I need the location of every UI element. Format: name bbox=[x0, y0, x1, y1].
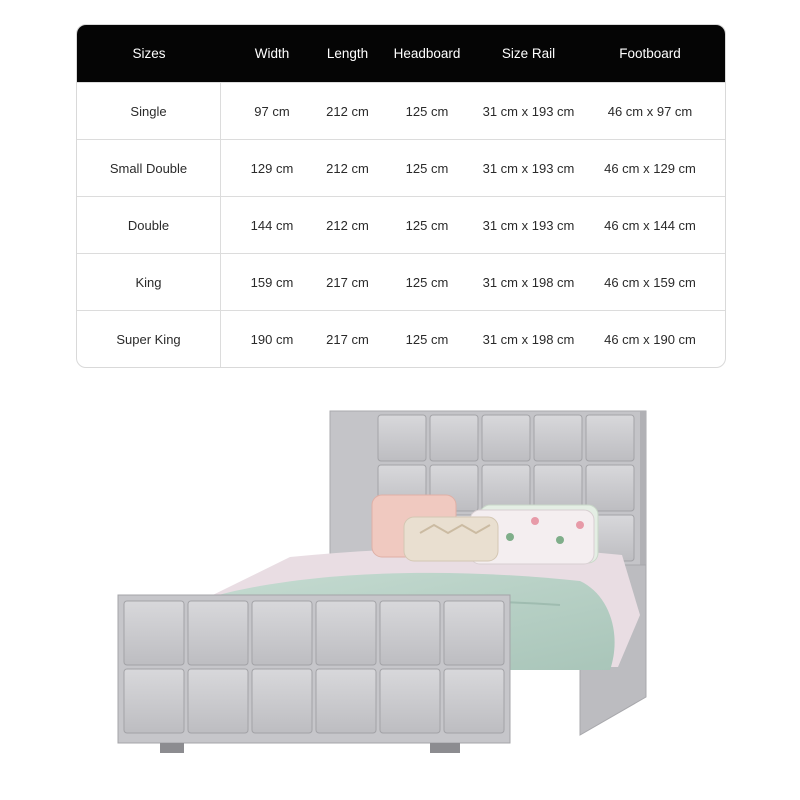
width-value: 97 cm bbox=[254, 103, 290, 119]
footboard-tile bbox=[124, 669, 184, 733]
headboard-tile bbox=[534, 465, 582, 511]
footboard-value: 46 cm x 144 cm bbox=[604, 217, 696, 233]
table-header-row bbox=[77, 25, 725, 82]
footboard-tile bbox=[316, 601, 376, 665]
headboard-tile bbox=[586, 415, 634, 461]
headboard-value: 125 cm bbox=[405, 217, 449, 233]
length-value: 212 cm bbox=[326, 103, 369, 119]
bed-legs bbox=[160, 743, 460, 753]
footboard-value: 46 cm x 190 cm bbox=[604, 332, 696, 347]
size-rail-value: 31 cm x 193 cm bbox=[482, 217, 575, 233]
header-footboard: Footboard bbox=[619, 46, 681, 61]
table-row bbox=[77, 310, 725, 368]
footboard-tile bbox=[444, 601, 504, 665]
bed-size-table bbox=[76, 24, 726, 368]
header-length: Length bbox=[326, 46, 369, 61]
size-rail-value: 31 cm x 198 cm bbox=[482, 332, 575, 347]
headboard-value: 125 cm bbox=[405, 274, 449, 290]
footboard-value: 46 cm x 159 cm bbox=[604, 274, 696, 290]
bed-product-image bbox=[110, 405, 650, 765]
headboard-value: 125 cm bbox=[405, 332, 449, 347]
footboard-tile bbox=[380, 669, 440, 733]
headboard-value: 125 cm bbox=[405, 160, 449, 176]
footboard-tile bbox=[316, 669, 376, 733]
size-name: Small Double bbox=[77, 140, 221, 196]
length-value: 212 cm bbox=[326, 160, 369, 176]
footboard-value: 46 cm x 129 cm bbox=[604, 160, 696, 176]
footboard-tile bbox=[124, 601, 184, 665]
headboard-tile bbox=[430, 415, 478, 461]
headboard-tile bbox=[482, 465, 530, 511]
header-sizes: Sizes bbox=[132, 46, 166, 61]
footboard bbox=[118, 595, 510, 743]
size-rail-value: 31 cm x 193 cm bbox=[482, 160, 575, 176]
size-rail-value: 31 cm x 198 cm bbox=[482, 274, 575, 290]
headboard-tile bbox=[482, 415, 530, 461]
length-value: 217 cm bbox=[326, 332, 369, 347]
headboard-tile bbox=[586, 465, 634, 511]
table-row bbox=[77, 196, 725, 253]
footboard-value: 46 cm x 97 cm bbox=[607, 103, 693, 119]
size-name: Single bbox=[77, 83, 221, 139]
header-headboard: Headboard bbox=[393, 46, 461, 61]
length-value: 212 cm bbox=[326, 217, 369, 233]
table-row bbox=[77, 82, 725, 139]
bed-illustration bbox=[110, 405, 650, 765]
size-name: Super King bbox=[77, 311, 221, 368]
footboard-tile bbox=[188, 601, 248, 665]
width-value: 144 cm bbox=[250, 217, 294, 233]
footboard-tile bbox=[252, 601, 312, 665]
table-row bbox=[77, 253, 725, 310]
table-row bbox=[77, 139, 725, 196]
headboard-value: 125 cm bbox=[405, 103, 449, 119]
footboard-tile bbox=[252, 669, 312, 733]
size-name: Double bbox=[77, 197, 221, 253]
footboard-tile bbox=[444, 669, 504, 733]
headboard-tile bbox=[534, 415, 582, 461]
size-rail-value: 31 cm x 193 cm bbox=[482, 103, 575, 119]
footboard-tile bbox=[188, 669, 248, 733]
header-width: Width bbox=[254, 46, 290, 61]
width-value: 159 cm bbox=[250, 274, 294, 290]
headboard-tile bbox=[378, 415, 426, 461]
width-value: 190 cm bbox=[250, 332, 294, 347]
width-value: 129 cm bbox=[250, 160, 294, 176]
length-value: 217 cm bbox=[326, 274, 369, 290]
footboard-tile bbox=[380, 601, 440, 665]
size-name: King bbox=[77, 254, 221, 310]
header-size-rail: Size Rail bbox=[501, 46, 556, 61]
